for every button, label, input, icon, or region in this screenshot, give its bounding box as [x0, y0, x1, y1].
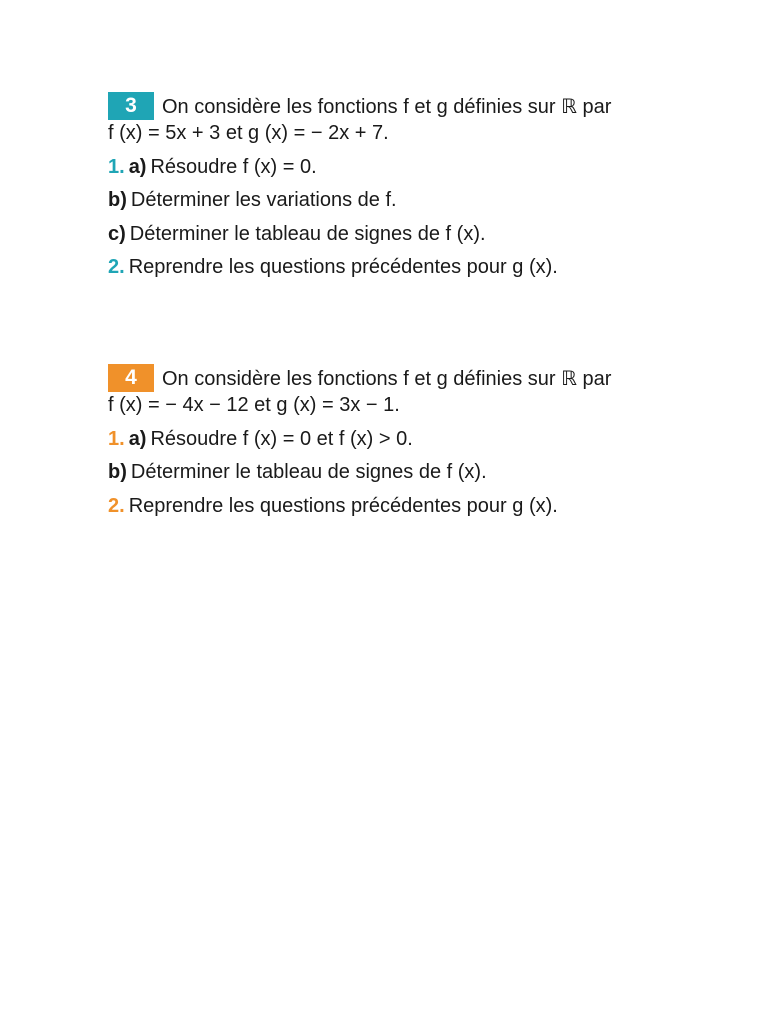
- question-number: 2.: [108, 494, 125, 517]
- exercise-number-badge: 3: [108, 92, 154, 120]
- question-number: 1.: [108, 155, 125, 178]
- question-1a: [108, 154, 708, 180]
- exercise-definition-line: [108, 120, 708, 146]
- exercise-4: [108, 366, 708, 526]
- question-text: Déterminer le tableau de signes de f (x).: [129, 222, 486, 245]
- exercise-3-intro-line: [108, 94, 708, 120]
- question-2: [108, 493, 708, 519]
- exercise-4-intro-line: [108, 366, 708, 392]
- question-number: 2.: [108, 256, 125, 278]
- exercise-intro: On considère les fonctions f et g définies sur ℝ par: [162, 368, 612, 390]
- exercise-3: [108, 94, 708, 288]
- question-text: Déterminer les variations de f.: [130, 189, 397, 211]
- question-1b: [108, 459, 708, 485]
- question-text: Reprendre les questions précédentes pour g (x).: [128, 256, 558, 278]
- exercise-definition-line: [108, 392, 708, 418]
- question-text: Reprendre les questions précédentes pour g (x).: [128, 494, 558, 517]
- question-text: Résoudre f (x) = 0.: [150, 155, 317, 178]
- question-text: Déterminer le tableau de signes de f (x).: [130, 461, 487, 483]
- exercise-definition: f (x) = − 4x − 12 et g (x) = 3x − 1.: [108, 394, 400, 416]
- question-letter: a): [128, 155, 147, 178]
- exercise-number-badge: 4: [108, 364, 154, 392]
- exercise-intro: On considère les fonctions f et g définies sur ℝ par: [162, 96, 612, 118]
- question-1c: [108, 221, 708, 247]
- question-2: [108, 254, 708, 280]
- question-letter: b): [108, 189, 127, 211]
- exercise-definition: f (x) = 5x + 3 et g (x) = − 2x + 7.: [108, 122, 389, 144]
- question-number: 1.: [108, 427, 125, 450]
- question-1b: [108, 187, 708, 213]
- question-letter: b): [108, 461, 127, 483]
- question-text: Résoudre f (x) = 0 et f (x) > 0.: [150, 427, 413, 450]
- question-letter: a): [128, 427, 147, 450]
- question-letter: c): [108, 222, 126, 245]
- question-1a: [108, 426, 708, 452]
